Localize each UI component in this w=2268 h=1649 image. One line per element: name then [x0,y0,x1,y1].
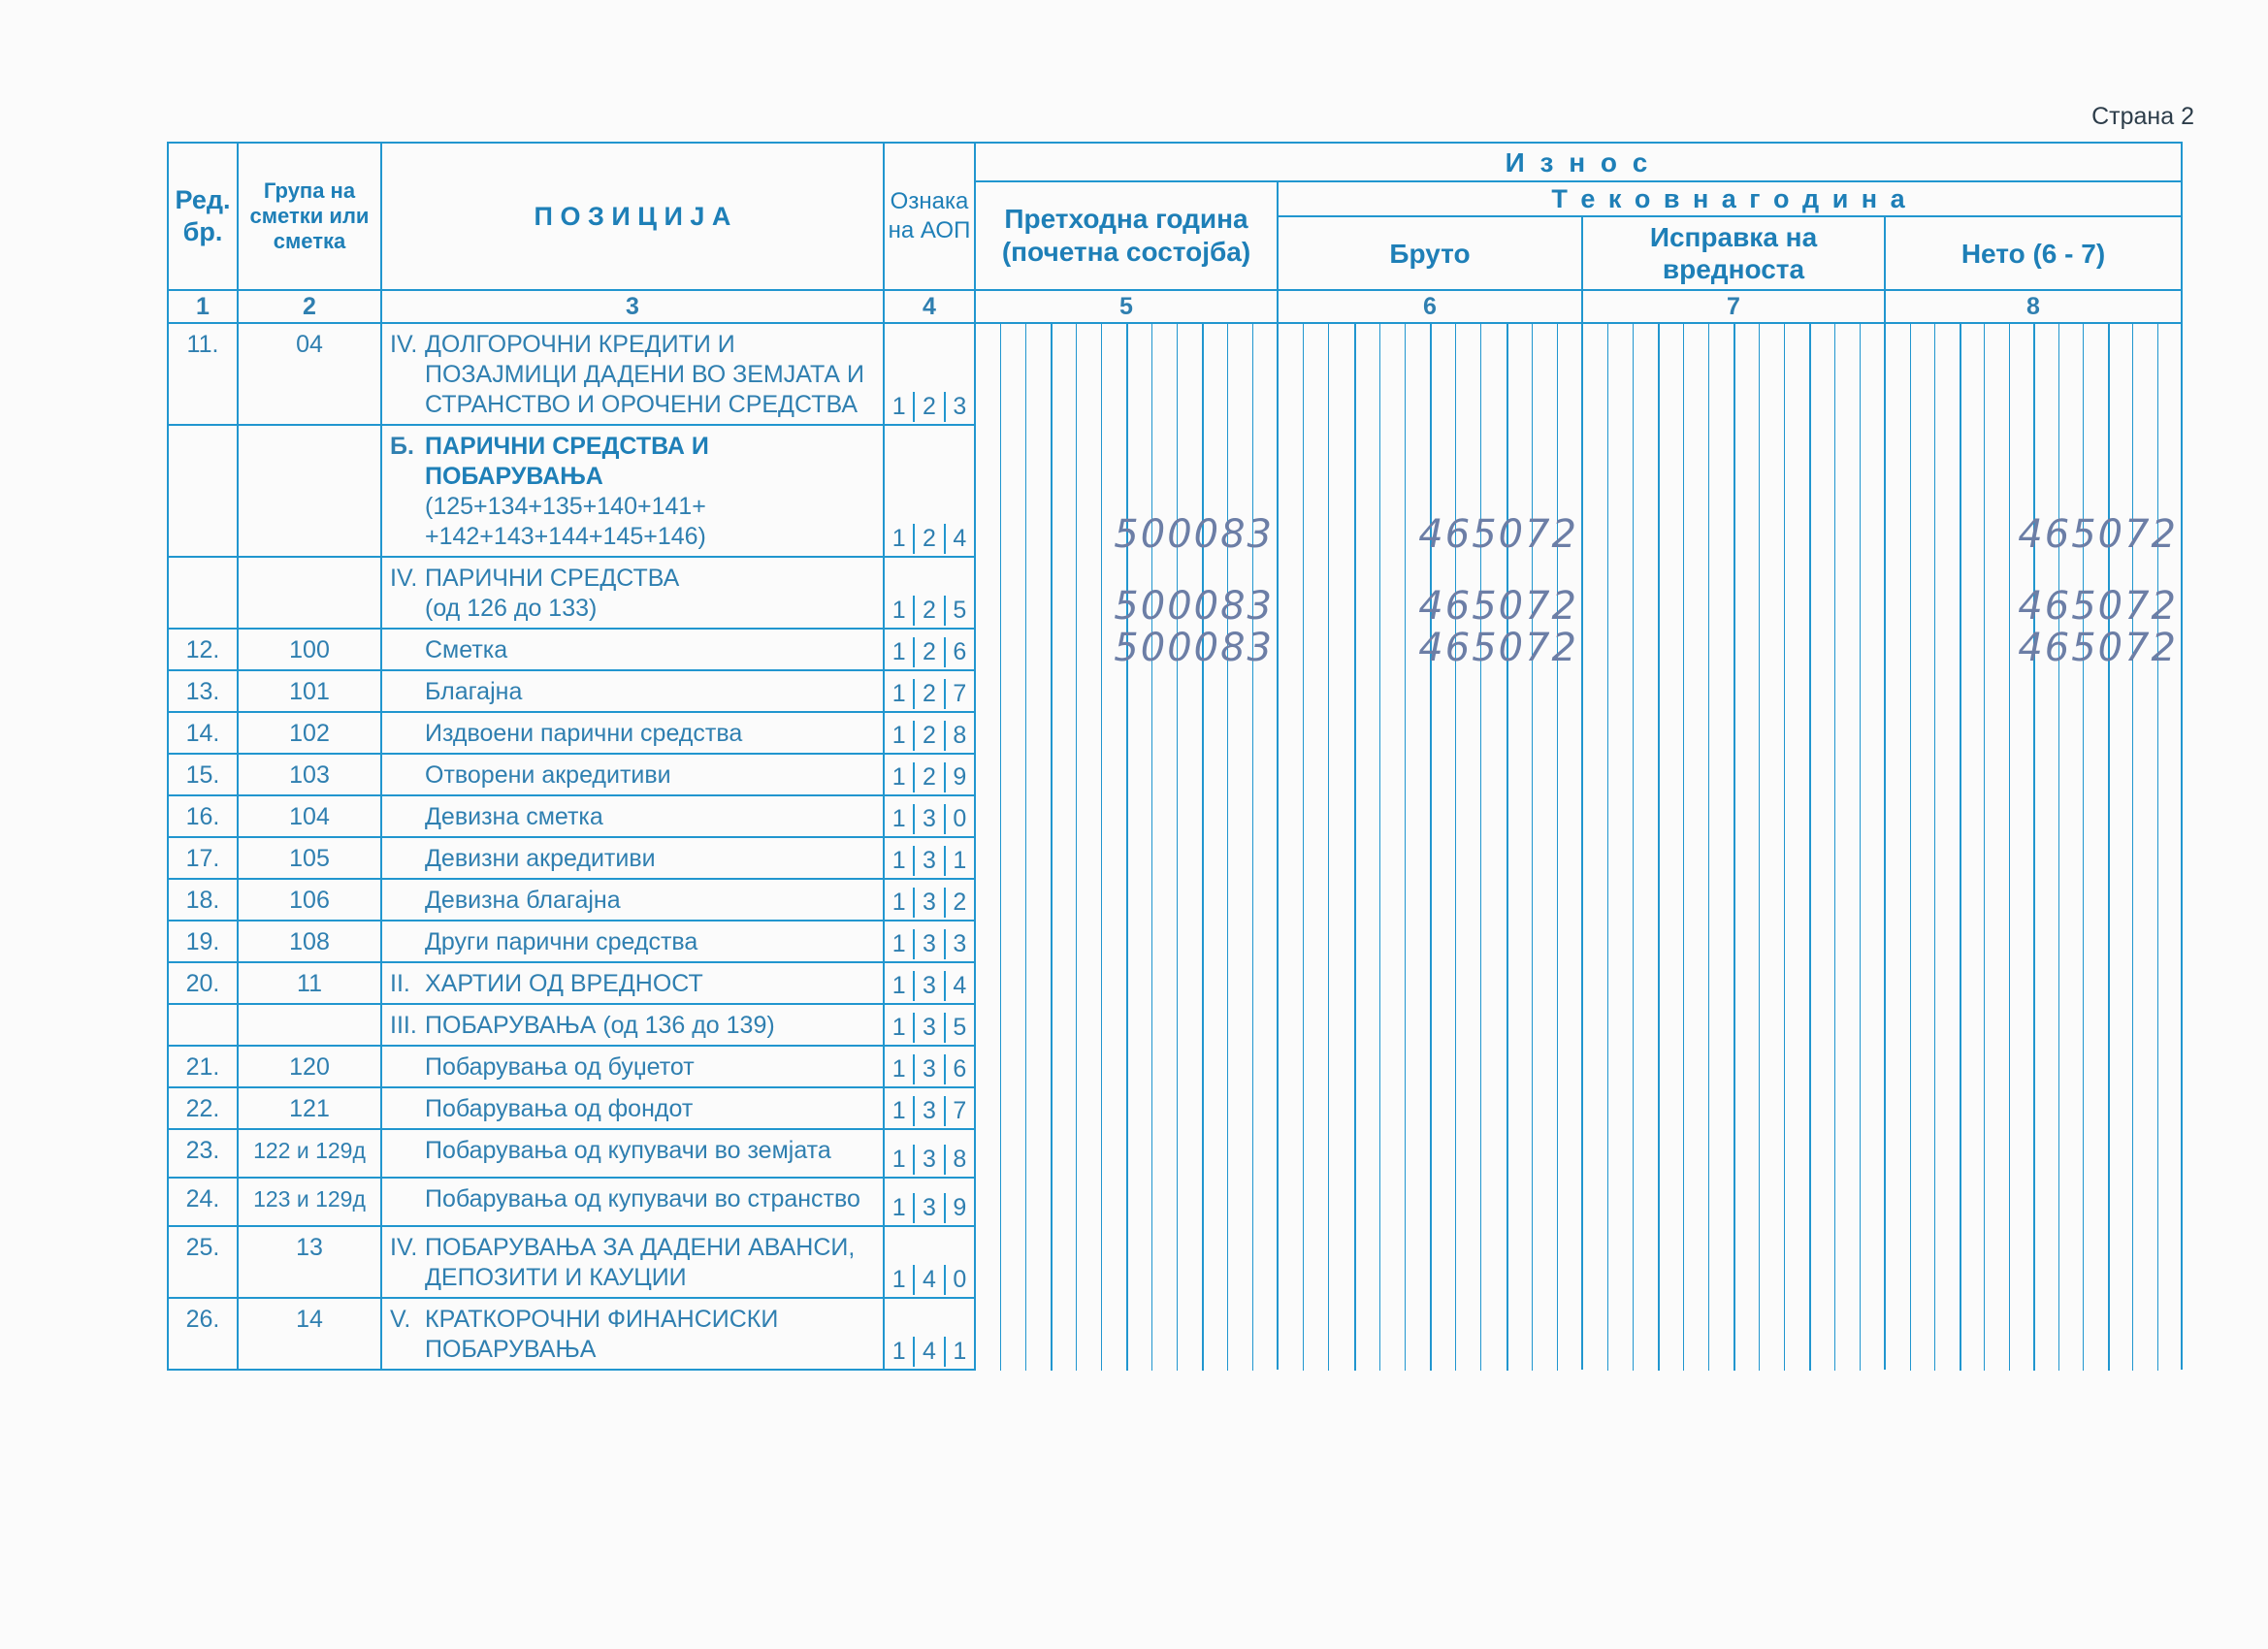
aop-digit: 1 [891,1054,906,1083]
account-group: 103 [238,754,381,795]
column-number-5: 5 [975,290,1278,323]
digit-divider [2058,323,2059,1371]
aop-digit: 0 [944,1265,974,1295]
aop-digit: 3 [944,929,974,959]
digit-divider [1809,323,1811,1371]
column-number-7: 7 [1582,290,1885,323]
row-number: 21. [168,1046,238,1087]
handwritten-bruto: 465072 [1418,584,1578,629]
row-number: 11. [168,323,238,425]
position-text: ХАРТИИ ОД ВРЕДНОСТ [425,970,703,997]
digit-divider [1934,323,1935,1371]
digit-divider [1126,323,1128,1371]
position-text: Издвоени парични средства [425,720,743,747]
position-text: Побарувања од купувачи во странство [425,1185,860,1212]
row-number: 20. [168,962,238,1004]
header-ispravka: Исправка на вредноста [1582,216,1885,290]
handwritten-neto: 465072 [2018,512,2178,557]
row-number: 25. [168,1226,238,1298]
aop-digit: 2 [913,596,943,626]
aop-digit: 2 [913,524,943,554]
column-number-1: 1 [168,290,238,323]
aop-digit: 6 [944,637,974,667]
row-number: 17. [168,837,238,879]
account-group: 102 [238,712,381,754]
digit-divider [1202,323,1204,1371]
aop-digit: 9 [944,762,974,792]
position-roman: IV. [390,565,418,592]
digit-divider [1430,323,1432,1371]
account-group: 04 [238,323,381,425]
aop-digit: 1 [944,1337,974,1367]
aop-digit: 1 [891,1337,906,1365]
digit-divider [1984,323,1985,1371]
digit-divider [1860,323,1861,1371]
handwritten-bruto: 465072 [1418,512,1578,557]
position-roman: Б. [390,433,414,460]
header-bruto: Бруто [1278,216,1582,290]
aop-digit: 8 [944,1145,974,1175]
balance-sheet-form [167,142,2183,1371]
digit-divider [1051,323,1053,1371]
aop-digit: 5 [944,1013,974,1043]
aop-digit: 1 [891,392,906,420]
digit-divider [1480,323,1481,1371]
aop-digit: 3 [913,846,943,876]
row-number: 14. [168,712,238,754]
header-red-br: Ред. бр. [168,143,238,290]
position-roman: IV. [390,331,418,358]
account-group: 123 и 129д [238,1178,381,1226]
position-text: ПАРИЧНИ СРЕДСТВА И ПОБАРУВАЊА [425,433,709,490]
digit-divider [1507,323,1508,1371]
header-oznaka-aop: Ознака на АОП [884,143,975,290]
digit-divider [1658,323,1660,1371]
position-roman: IV. [390,1234,418,1261]
digit-divider [1000,323,1001,1371]
aop-digit: 1 [891,1265,906,1293]
digit-divider [1633,323,1634,1371]
handwritten-bruto: 465072 [1418,626,1578,670]
aop-digit: 3 [913,888,943,918]
aop-digit: 3 [913,1054,943,1084]
handwritten-neto: 465072 [2018,584,2178,629]
digit-divider [2083,323,2084,1371]
aop-digit: 0 [944,804,974,834]
account-group: 104 [238,795,381,837]
digit-divider [1455,323,1456,1371]
aop-digit: 4 [913,1337,943,1367]
account-group: 108 [238,921,381,962]
aop-digit: 5 [944,596,974,626]
aop-digit: 1 [891,1013,906,1041]
column-number-2: 2 [238,290,381,323]
position-text: КРАТКОРОЧНИ ФИНАНСИСКИ ПОБАРУВАЊА [425,1306,779,1363]
row-number: 22. [168,1087,238,1129]
aop-digit: 1 [891,679,906,707]
position-text: Други парични средства [425,928,698,955]
account-group: 122 и 129д [238,1129,381,1178]
position-text: Отворени акредитиви [425,761,671,789]
aop-digit: 1 [891,524,906,552]
row-number: 26. [168,1298,238,1370]
digit-divider [1683,323,1684,1371]
aop-digit: 1 [891,804,906,832]
account-group: 120 [238,1046,381,1087]
aop-digit: 3 [913,929,943,959]
aop-digit: 1 [891,1193,906,1221]
column-number-8: 8 [1885,290,2182,323]
aop-digit: 2 [913,637,943,667]
digit-divider [2033,323,2035,1371]
aop-digit: 9 [944,1193,974,1223]
column-number-row [168,290,2182,323]
position-text: ДОЛГОРОЧНИ КРЕДИТИ И ПОЗАЈМИЦИ ДАДЕНИ ВО ЗЕМЈАТА И СТРАНСТВО И ОРОЧЕНИ СРЕДСТВА [425,331,864,418]
aop-digit: 4 [913,1265,943,1295]
handwritten-prev: 500083 [1114,626,1274,670]
position-text: Побарувања од купувачи во земјата [425,1137,831,1164]
aop-digit: 2 [913,679,943,709]
aop-digit: 3 [913,1013,943,1043]
digit-divider [1405,323,1406,1371]
aop-digit: 2 [944,888,974,918]
aop-digit: 1 [891,929,906,957]
digit-divider [1227,323,1228,1371]
aop-digit: 3 [913,1193,943,1223]
digit-divider [2157,323,2158,1371]
aop-digit: 3 [913,804,943,834]
row-number: 24. [168,1178,238,1226]
header-grupa: Група на сметки или сметка [238,143,381,290]
aop-digit: 3 [913,971,943,1001]
aop-digit: 3 [944,392,974,422]
header-neto: Нето (6 - 7) [1885,216,2182,290]
digit-divider [1557,323,1558,1371]
account-group: 11 [238,962,381,1004]
account-group: 121 [238,1087,381,1129]
aop-digit: 1 [891,846,906,874]
row-number: 15. [168,754,238,795]
position-roman: II. [390,970,410,997]
digit-divider [1328,323,1329,1371]
digit-divider [1960,323,1961,1371]
digit-divider [1101,323,1102,1371]
position-formula: (од 126 до 133) [425,595,598,622]
account-group: 13 [238,1226,381,1298]
account-group: 105 [238,837,381,879]
header-iznos: И з н о с [975,143,2182,181]
digit-divider [1708,323,1709,1371]
row-number: 16. [168,795,238,837]
aop-digit: 1 [891,596,906,624]
header-tekovna-godina: Т е к о в н а г о д и н а [1278,181,2182,216]
account-group: 100 [238,629,381,670]
aop-digit: 1 [891,1096,906,1124]
position-roman: III. [390,1012,417,1039]
digit-divider [1076,323,1077,1371]
aop-digit: 1 [891,971,906,999]
aop-digit: 7 [944,1096,974,1126]
digit-divider [1834,323,1835,1371]
column-number-6: 6 [1278,290,1582,323]
digit-divider [2108,323,2110,1371]
account-group: 14 [238,1298,381,1370]
aop-digit: 8 [944,721,974,751]
aop-digit: 4 [944,524,974,554]
digit-divider [1025,323,1026,1371]
digit-divider [1379,323,1380,1371]
row-number: 18. [168,879,238,921]
handwritten-prev: 500083 [1114,512,1274,557]
position-text: Побарувања од буџетот [425,1053,695,1081]
digit-divider [1532,323,1533,1371]
page-number: Страна 2 [2091,103,2194,130]
row-number: 12. [168,629,238,670]
digit-divider [2009,323,2010,1371]
digit-divider [2132,323,2133,1371]
position-text: Благајна [425,678,523,705]
digit-divider [1177,323,1178,1371]
digit-divider [1910,323,1911,1371]
position-text: Девизна сметка [425,803,603,830]
aop-digit: 3 [913,1096,943,1126]
handwritten-prev: 500083 [1114,584,1274,629]
header-pozicija: П О З И Ц И Ј А [381,143,884,290]
digit-divider [1303,323,1304,1371]
digit-divider [1151,323,1152,1371]
digit-divider [1733,323,1735,1371]
aop-digit: 7 [944,679,974,709]
aop-digit: 1 [891,721,906,749]
handwritten-neto: 465072 [2018,626,2178,670]
aop-digit: 2 [913,721,943,751]
position-text: ПАРИЧНИ СРЕДСТВА [425,565,680,592]
position-text: Девизни акредитиви [425,845,656,872]
digit-divider [1784,323,1785,1371]
position-text: ПОБАРУВАЊА (од 136 до 139) [425,1012,775,1039]
position-roman: V. [390,1306,411,1333]
column-number-3: 3 [381,290,884,323]
row-number: 23. [168,1129,238,1178]
row-number: 19. [168,921,238,962]
digit-divider [1252,323,1253,1371]
position-text: Девизна благајна [425,887,621,914]
aop-digit: 1 [891,637,906,665]
aop-digit: 4 [944,971,974,1001]
aop-digit: 1 [891,1145,906,1173]
digit-divider [1607,323,1608,1371]
column-number-4: 4 [884,290,975,323]
position-text: ПОБАРУВАЊА ЗА ДАДЕНИ АВАНСИ, ДЕПОЗИТИ И КАУЦИИ [425,1234,856,1291]
account-group: 101 [238,670,381,712]
account-group: 106 [238,879,381,921]
aop-digit: 1 [891,762,906,791]
row-number: 13. [168,670,238,712]
aop-digit: 2 [913,762,943,792]
aop-digit: 6 [944,1054,974,1084]
aop-digit: 1 [944,846,974,876]
position-formula: (125+134+135+140+141+ +142+143+144+145+146) [425,493,706,550]
aop-digit: 3 [913,1145,943,1175]
amount-grid [167,323,2183,1371]
position-text: Сметка [425,636,508,663]
aop-digit: 1 [891,888,906,916]
digit-divider [1354,323,1356,1371]
digit-divider [1759,323,1760,1371]
aop-digit: 2 [913,392,943,422]
header-prethodna-godina: Претходна година (почетна состојба) [975,181,1278,290]
position-text: Побарувања од фондот [425,1095,694,1122]
